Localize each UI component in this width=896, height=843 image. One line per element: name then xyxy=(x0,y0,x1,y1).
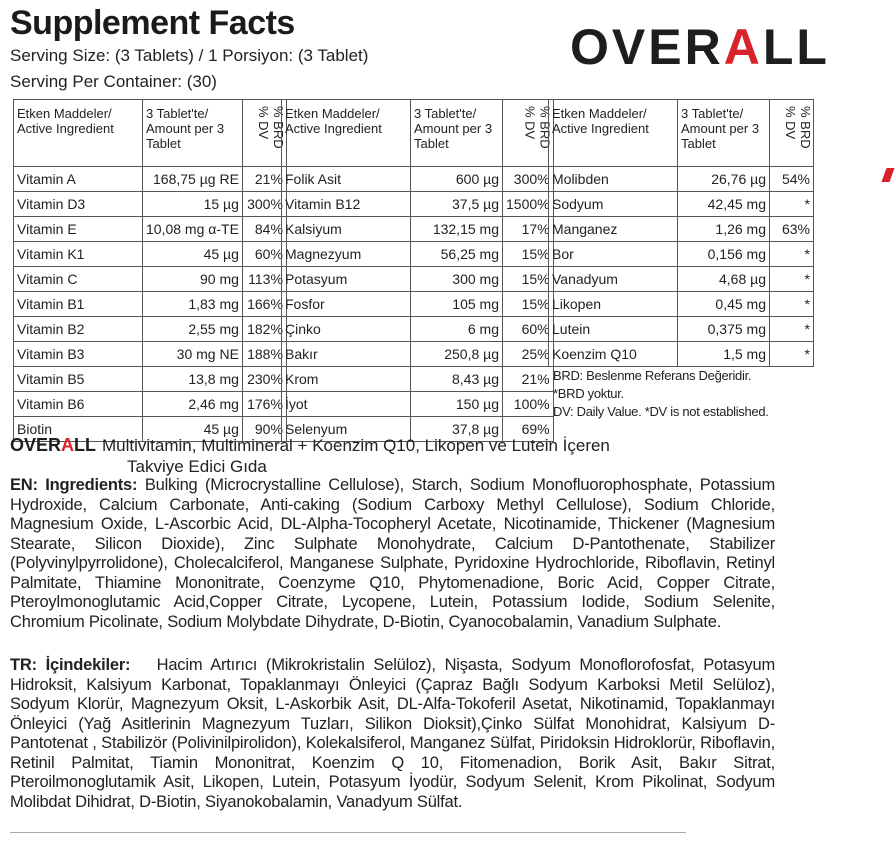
table-header-row xyxy=(14,100,287,167)
footnote-no-brd: *BRD yoktur. xyxy=(553,386,624,401)
amount-header: 3 Tablet'te/ Amount per 3 Tablet xyxy=(678,100,770,167)
product-description-line2: Takviye Edici Gıda xyxy=(127,457,267,476)
ingredient-dv: 300% xyxy=(503,167,554,192)
ingredient-dv: 230% xyxy=(242,367,286,392)
ingredient-amount: 13,8 mg xyxy=(143,367,243,392)
footnote-brd: BRD: Beslenme Referans Değeridir. xyxy=(553,368,752,383)
ingredient-dv: 113% xyxy=(242,267,286,292)
ingredient-dv: 63% xyxy=(770,217,814,242)
table-header-row xyxy=(282,100,554,167)
table-row xyxy=(14,167,287,192)
table-row xyxy=(549,317,814,342)
ingredient-dv: 25% xyxy=(503,342,554,367)
ingredient-name: İyot xyxy=(282,392,411,417)
table-row xyxy=(14,317,287,342)
ingredient-amount: 8,43 µg xyxy=(411,367,503,392)
table-row xyxy=(282,167,554,192)
table-row xyxy=(282,217,554,242)
product-description xyxy=(10,435,610,456)
table-row xyxy=(549,192,814,217)
ingredient-name: Bakır xyxy=(282,342,411,367)
ingredient-dv: 21% xyxy=(242,167,286,192)
ingredient-dv: 188% xyxy=(242,342,286,367)
logo-text-part3: LL xyxy=(762,19,830,75)
ingredient-name: Vitamin E xyxy=(14,217,143,242)
dv-header: % BRD % DV xyxy=(242,100,286,167)
table-row xyxy=(14,242,287,267)
ingredient-amount: 26,76 µg xyxy=(678,167,770,192)
ingredient-name: Folik Asit xyxy=(282,167,411,192)
ingredient-name: Molibden xyxy=(549,167,678,192)
ingredient-name: Likopen xyxy=(549,292,678,317)
ingredient-amount: 600 µg xyxy=(411,167,503,192)
ingredient-dv: 15% xyxy=(503,242,554,267)
ingredient-dv: 15% xyxy=(503,292,554,317)
ingredients-en xyxy=(10,476,775,632)
ingredient-name: Vitamin B1 xyxy=(14,292,143,317)
ingredient-name: Fosfor xyxy=(282,292,411,317)
ingredient-dv: * xyxy=(770,192,814,217)
ingredient-amount: 2,46 mg xyxy=(143,392,243,417)
ingredient-name: Vitamin A xyxy=(14,167,143,192)
facts-table-col3 xyxy=(548,99,814,367)
ingredient-amount: 6 mg xyxy=(411,317,503,342)
ingredient-dv: 69% xyxy=(503,417,554,442)
ingredient-amount: 37,5 µg xyxy=(411,192,503,217)
ingredient-amount: 56,25 mg xyxy=(411,242,503,267)
ingredient-amount: 37,8 µg xyxy=(411,417,503,442)
ingredient-dv: 182% xyxy=(242,317,286,342)
table-row xyxy=(14,367,287,392)
ingredient-name: Vitamin B5 xyxy=(14,367,143,392)
ingredient-name: Vitamin B6 xyxy=(14,392,143,417)
amount-header: 3 Tablet'te/ Amount per 3 Tablet xyxy=(143,100,243,167)
ingredient-dv: 60% xyxy=(242,242,286,267)
ingredient-amount: 132,15 mg xyxy=(411,217,503,242)
ingredient-name: Krom xyxy=(282,367,411,392)
ingredient-amount: 0,375 mg xyxy=(678,317,770,342)
ingredient-amount: 10,08 mg α-TE xyxy=(143,217,243,242)
ingredient-name: Potasyum xyxy=(282,267,411,292)
dv-header: % BRD % DV xyxy=(770,100,814,167)
ingredient-name: Çinko xyxy=(282,317,411,342)
serving-size: Serving Size: (3 Tablets) / 1 Porsiyon: (3 Tablet) xyxy=(10,46,369,65)
ingredient-dv: 84% xyxy=(242,217,286,242)
ingredient-dv: 176% xyxy=(242,392,286,417)
table-header-row xyxy=(549,100,814,167)
ingredients-en-text: Bulking (Microcrystalline Cellulose), Starch, Sodium Monofluorophosphate, Potassium Hydroxide, Calcium Carbonate, Anti-caking (Sodium Carboxy Methyl Cellulose), Sodium Chloride, Magnesium Oxide, L-Ascorbic Acid, DL-Alpha-Tocopheryl Acetate, Nicotinamide, Thickener (Magnesium Stearate, Silicon Dioxide), Zinc Sulphate Monohydrate, Calcium D-Pantothenate, Stabilizer (Polyvinylpyrrolidone), Cholecalciferol, Manganese Sulphate, Pyridoxine Hydrochloride, Riboflavin, Retinyl Palmitate, Thiamine Mononitrate, Coenzyme Q10, Phytomenadione, Boric Acid, Copper Citrate, Pteroylmonoglutamic Acid,Copper Citrate, Lycopene, Lutein, Potassium Iodide, Sodium Selenite, Chromium Picolinate, Sodium Molybdate Dihydrate, D-Biotin, Cyanocobalamin, Vanadium Sulphate. xyxy=(10,476,775,631)
table-row xyxy=(14,217,287,242)
ingredient-name: Vitamin B12 xyxy=(282,192,411,217)
table-row xyxy=(549,267,814,292)
table-row xyxy=(282,292,554,317)
table-row xyxy=(282,192,554,217)
ingredient-name: Biotin xyxy=(14,417,143,442)
table-row xyxy=(14,292,287,317)
ingredients-tr xyxy=(10,656,775,812)
table-row xyxy=(549,342,814,367)
ingredient-name: Koenzim Q10 xyxy=(549,342,678,367)
logo-text-accent: A xyxy=(723,19,763,75)
ingredients-en-label: EN: Ingredients: xyxy=(10,476,138,494)
ingredient-header: Etken Maddeler/ Active Ingredient xyxy=(282,100,411,167)
facts-table-col1 xyxy=(13,99,287,442)
facts-table-col2 xyxy=(281,99,554,442)
table-row xyxy=(282,367,554,392)
ingredient-amount: 15 µg xyxy=(143,192,243,217)
ingredient-name: Kalsiyum xyxy=(282,217,411,242)
ingredient-name: Vitamin B2 xyxy=(14,317,143,342)
ingredient-name: Vitamin K1 xyxy=(14,242,143,267)
ingredient-amount: 1,83 mg xyxy=(143,292,243,317)
table-row xyxy=(549,242,814,267)
ingredient-amount: 90 mg xyxy=(143,267,243,292)
table-row xyxy=(14,342,287,367)
ingredient-dv: 17% xyxy=(503,217,554,242)
ingredient-dv: 60% xyxy=(503,317,554,342)
ingredient-amount: 250,8 µg xyxy=(411,342,503,367)
table-row xyxy=(549,217,814,242)
ingredient-dv: * xyxy=(770,242,814,267)
ingredient-dv: * xyxy=(770,292,814,317)
ingredient-amount: 1,26 mg xyxy=(678,217,770,242)
ingredient-amount: 30 mg NE xyxy=(143,342,243,367)
ingredient-amount: 105 mg xyxy=(411,292,503,317)
brand-accent-mark xyxy=(881,168,894,182)
ingredient-amount: 45 µg xyxy=(143,242,243,267)
ingredient-dv: 166% xyxy=(242,292,286,317)
table-row xyxy=(549,292,814,317)
divider xyxy=(10,832,686,833)
ingredient-amount: 45 µg xyxy=(143,417,243,442)
ingredient-name: Vitamin D3 xyxy=(14,192,143,217)
footnote-dv: DV: Daily Value. *DV is not established. xyxy=(553,404,769,419)
ingredient-amount: 150 µg xyxy=(411,392,503,417)
table-row xyxy=(282,317,554,342)
product-description-line1: Multivitamin, Multimineral + Koenzim Q10, Likopen ve Lutein İçeren xyxy=(102,436,610,455)
ingredient-name: Selenyum xyxy=(282,417,411,442)
product-brand: OVERALL xyxy=(10,435,97,455)
ingredient-dv: * xyxy=(770,342,814,367)
ingredients-tr-text: Hacim Artırıcı (Mikrokristalin Selüloz), Nişasta, Sodyum Monoflorofosfat, Potasyum Hidroksit, Kalsiyum Karbonat, Topaklanmayı Önleyici (Çapraz Bağlı Sodyum Karboksi Metil Selüloz), Sodyum Klorür, Magnezyum Oksit, L-Askorbik Asit, DL-Alfa-Tokoferil Asetat, Nikotinamid, Topaklanmayı Önleyici (Yağ Asitlerinin Magnezyum Tuzları, Silikon Dioksit),Çinko Sülfat Monohidrat, Kalsiyum D-Pantotenat , Stabilizör (Polivinilpirolidon), Kolekalsiferol, Manganez Sülfat, Piridoksin Hidroklorür, Riboflavin, Retinil Palmitat, Tiamin Mononitrat, Koenzim Q 10, Fitomenadion, Borik Asit, Bakır Sitrat, Pteroilmonoglutamik Asit, Likopen, Lutein, Potasyum İyodür, Sodyum Selenit, Krom Pikolinat, Sodyum Molibdat Dihidrat, D-Biotin, Siyanokobalamin, Vanadyum Sülfat. xyxy=(10,656,776,811)
ingredient-dv: 21% xyxy=(503,367,554,392)
ingredient-dv: 1500% xyxy=(503,192,554,217)
ingredient-dv: 54% xyxy=(770,167,814,192)
table-row xyxy=(14,267,287,292)
logo-text-part1: OVER xyxy=(570,19,724,75)
dv-header: % BRD % DV xyxy=(503,100,554,167)
table-row xyxy=(14,392,287,417)
ingredient-dv: 300% xyxy=(242,192,286,217)
ingredient-amount: 300 mg xyxy=(411,267,503,292)
table-row xyxy=(282,242,554,267)
ingredient-name: Vitamin C xyxy=(14,267,143,292)
table-row xyxy=(282,392,554,417)
ingredient-dv: * xyxy=(770,317,814,342)
ingredient-name: Magnezyum xyxy=(282,242,411,267)
ingredient-amount: 168,75 µg RE xyxy=(143,167,243,192)
ingredient-amount: 42,45 mg xyxy=(678,192,770,217)
brand-logo xyxy=(570,18,830,76)
amount-header: 3 Tablet'te/ Amount per 3 Tablet xyxy=(411,100,503,167)
table-row xyxy=(282,267,554,292)
ingredients-tr-label: TR: İçindekiler: xyxy=(10,656,131,674)
ingredient-name: Manganez xyxy=(549,217,678,242)
ingredient-name: Vanadyum xyxy=(549,267,678,292)
page-title: Supplement Facts xyxy=(10,4,295,42)
ingredient-dv: 100% xyxy=(503,392,554,417)
table-row xyxy=(14,192,287,217)
ingredient-amount: 2,55 mg xyxy=(143,317,243,342)
ingredient-name: Lutein xyxy=(549,317,678,342)
ingredient-amount: 1,5 mg xyxy=(678,342,770,367)
ingredient-dv: 15% xyxy=(503,267,554,292)
ingredient-amount: 0,156 mg xyxy=(678,242,770,267)
ingredient-dv: 90% xyxy=(242,417,286,442)
ingredient-amount: 0,45 mg xyxy=(678,292,770,317)
ingredient-name: Bor xyxy=(549,242,678,267)
ingredient-name: Vitamin B3 xyxy=(14,342,143,367)
ingredient-amount: 4,68 µg xyxy=(678,267,770,292)
ingredient-name: Sodyum xyxy=(549,192,678,217)
ingredient-dv: * xyxy=(770,267,814,292)
serving-per-container: Serving Per Container: (30) xyxy=(10,72,217,91)
ingredient-header: Etken Maddeler/ Active Ingredient xyxy=(549,100,678,167)
ingredient-header: Etken Maddeler/ Active Ingredient xyxy=(14,100,143,167)
table-row xyxy=(282,342,554,367)
table-row xyxy=(549,167,814,192)
